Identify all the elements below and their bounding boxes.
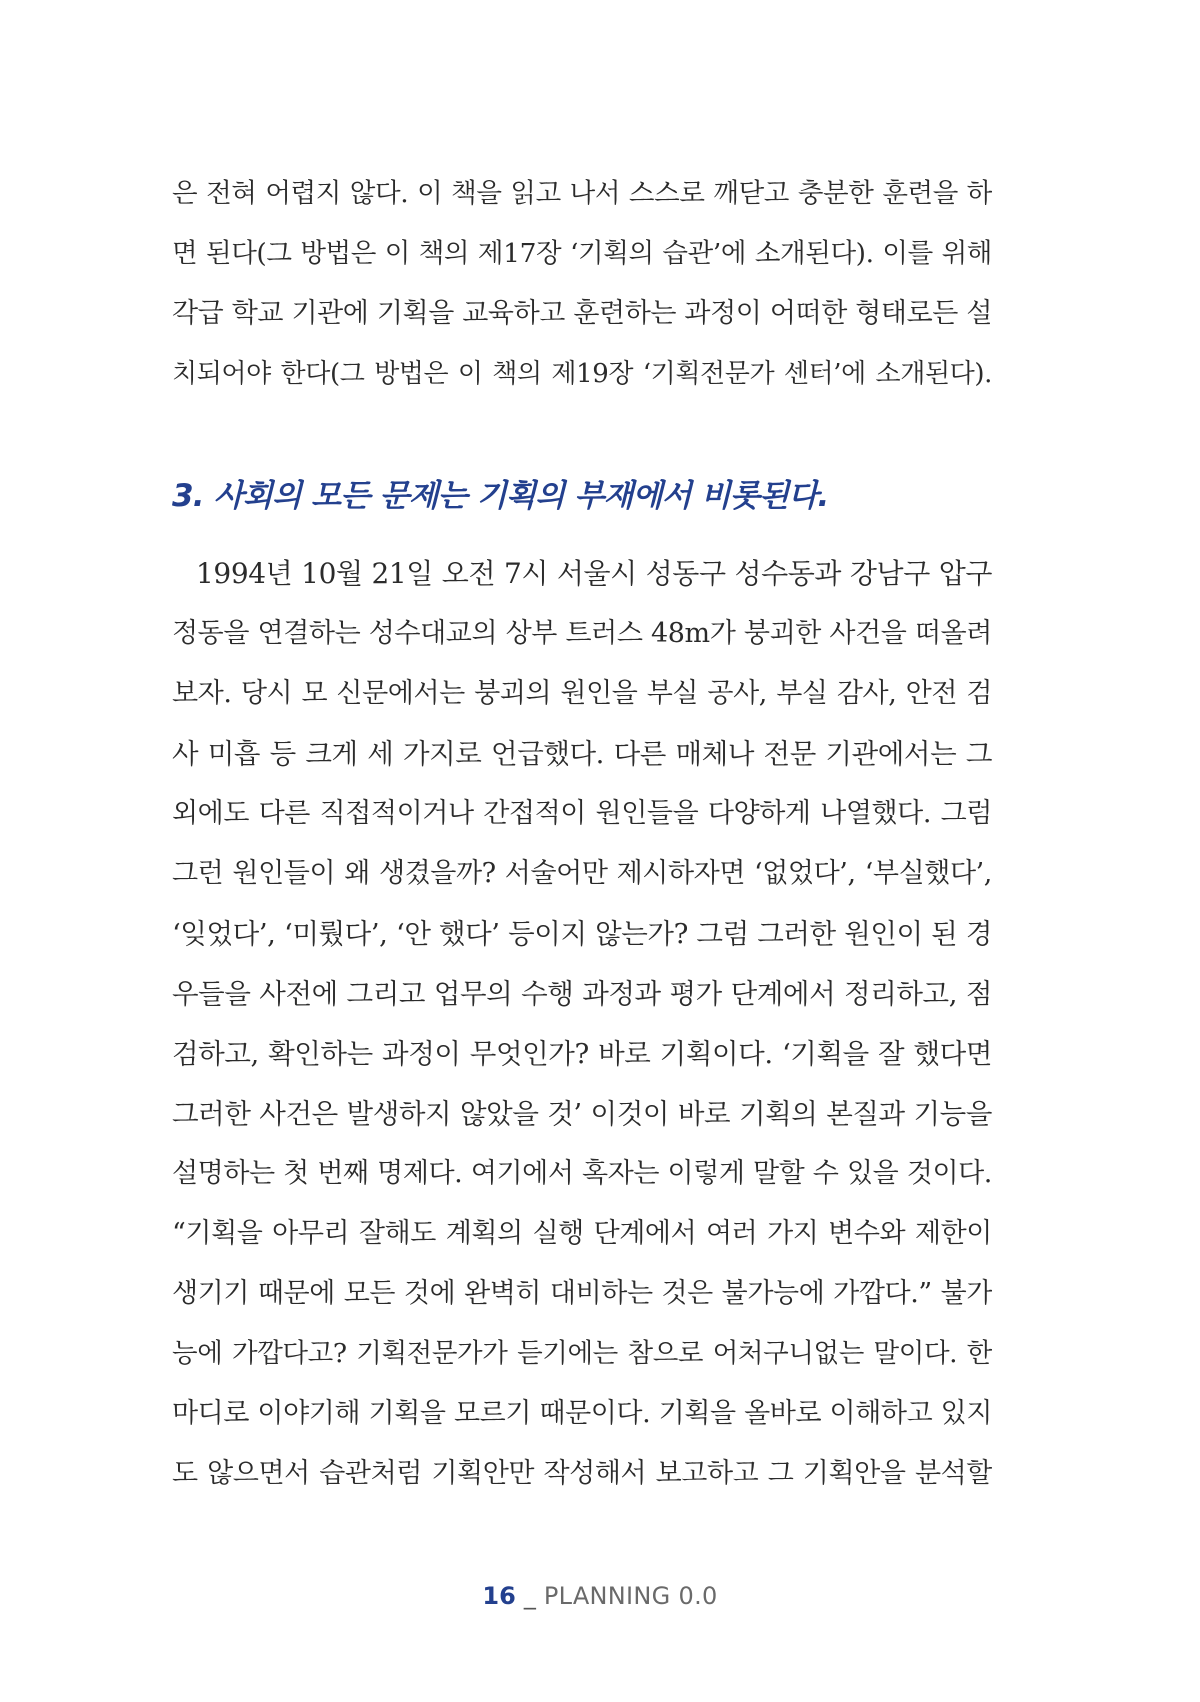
text-line: 검하고, 확인하는 과정이 무엇인가? 바로 기획이다. ‘기획을 잘 했다면 bbox=[172, 1038, 992, 1070]
text-line: 사 미흡 등 크게 세 가지로 언급했다. 다른 매체나 전문 기관에서는 그 bbox=[172, 738, 992, 770]
section-heading: 3. 사회의 모든 문제는 기획의 부재에서 비롯된다. bbox=[172, 478, 829, 514]
text-line: 그런 원인들이 왜 생겼을까? 서술어만 제시하자면 ‘없었다’, ‘부실했다’, bbox=[172, 858, 992, 889]
text-line: 설명하는 첫 번째 명제다. 여기에서 혹자는 이렇게 말할 수 있을 것이다. bbox=[172, 1158, 992, 1189]
text-line: 생기기 때문에 모든 것에 완벽히 대비하는 것은 불가능에 가깝다.” 불가 bbox=[172, 1278, 992, 1309]
text-line: 1994년 10월 21일 오전 7시 서울시 성동구 성수동과 강남구 압구 bbox=[196, 557, 992, 590]
text-line: ‘잊었다’, ‘미뤘다’, ‘안 했다’ 등이지 않는가? 그럼 그러한 원인이 된 경 bbox=[172, 918, 992, 950]
text-line: 치되어야 한다(그 방법은 이 책의 제19장 ‘기획전문가 센터’에 소개된다). bbox=[172, 359, 992, 389]
running-title: PLANNING 0.0 bbox=[543, 1582, 718, 1610]
text-line: 마디로 이야기해 기획을 모르기 때문이다. 기획을 올바로 이해하고 있지 bbox=[172, 1398, 992, 1429]
text-line: 각급 학교 기관에 기획을 교육하고 훈련하는 과정이 어떠한 형태로든 설 bbox=[172, 298, 992, 329]
text-line: 면 된다(그 방법은 이 책의 제17장 ‘기획의 습관’에 소개된다). 이를 위해 bbox=[172, 238, 992, 269]
text-line: 그러한 사건은 발생하지 않았을 것’ 이것이 바로 기획의 본질과 기능을 bbox=[172, 1098, 992, 1130]
page-number: 16 bbox=[482, 1582, 516, 1610]
paragraph-body bbox=[172, 544, 992, 1504]
paragraph-continuation bbox=[172, 164, 992, 404]
text-line: 보자. 당시 모 신문에서는 붕괴의 원인을 부실 공사, 부실 감사, 안전 검 bbox=[172, 678, 992, 709]
footer-separator: _ bbox=[523, 1582, 536, 1610]
page-footer bbox=[0, 1582, 1200, 1610]
text-line: 능에 가깝다고? 기획전문가가 듣기에는 참으로 어처구니없는 말이다. 한 bbox=[172, 1338, 992, 1369]
text-line: “기획을 아무리 잘해도 계획의 실행 단계에서 여러 가지 변수와 제한이 bbox=[172, 1218, 992, 1249]
text-line: 정동을 연결하는 성수대교의 상부 트러스 48m가 붕괴한 사건을 떠올려 bbox=[172, 618, 992, 649]
text-line: 도 않으면서 습관처럼 기획안만 작성해서 보고하고 그 기획안을 분석할 bbox=[172, 1458, 992, 1489]
text-line: 은 전혀 어렵지 않다. 이 책을 읽고 나서 스스로 깨닫고 충분한 훈련을 하 bbox=[172, 178, 992, 209]
text-line: 외에도 다른 직접적이거나 간접적이 원인들을 다양하게 나열했다. 그럼 bbox=[172, 798, 992, 829]
text-line: 우들을 사전에 그리고 업무의 수행 과정과 평가 단계에서 정리하고, 점 bbox=[172, 978, 992, 1010]
